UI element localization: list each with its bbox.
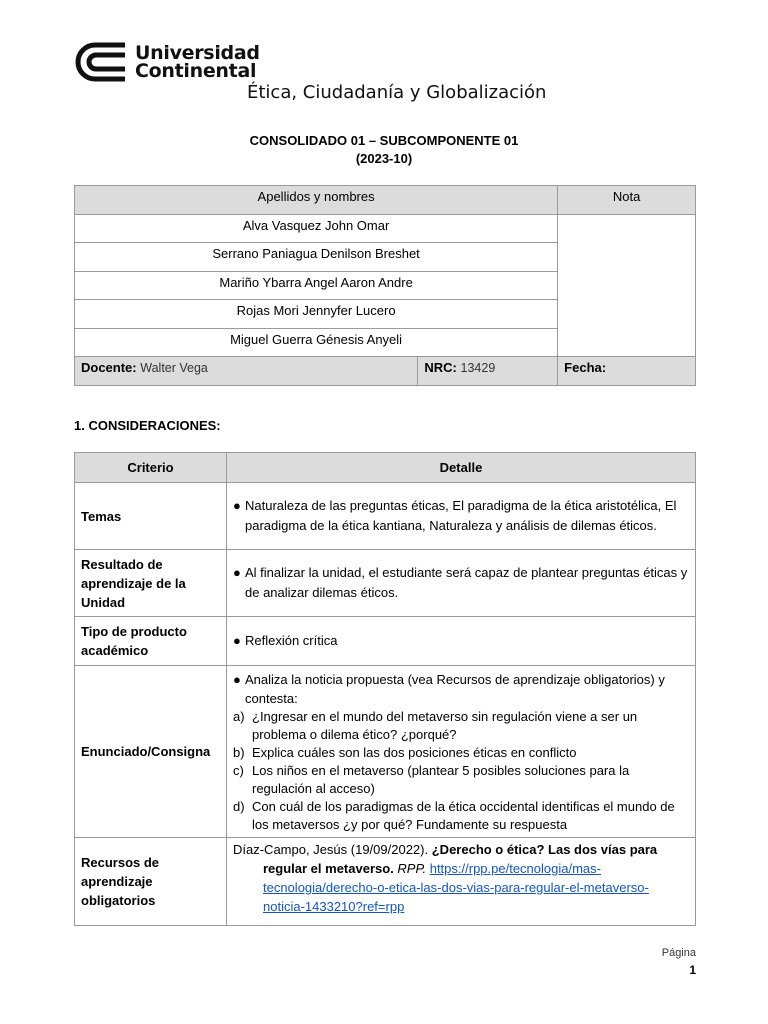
nrc-cell — [418, 357, 558, 386]
bullet-icon: ● — [233, 633, 241, 648]
item-text: Los niños en el metaverso (plantear 5 posibles soluciones para la regulación al acceso) — [252, 762, 630, 796]
temas-label: Temas — [75, 483, 227, 550]
item-letter: c) — [233, 762, 244, 778]
logo-text — [135, 44, 260, 80]
course-title: Ética, Ciudadanía y Globalización — [247, 82, 547, 103]
grade-cell — [558, 214, 696, 357]
header-detalle: Detalle — [227, 453, 696, 483]
recursos-row — [75, 838, 696, 926]
resultado-text: Al finalizar la unidad, el estudiante será capaz de plantear preguntas éticas y de analizar dilemas éticos. — [245, 565, 688, 600]
meta-row — [75, 357, 696, 386]
logo-line-2: Continental — [135, 60, 257, 82]
item-text: ¿Ingresar en el mundo del metaverso sin regulación viene a ser un problema o dilema ético? ¿porqué? — [252, 708, 638, 742]
list-item — [233, 762, 689, 798]
reference — [233, 840, 689, 916]
nrc-label: NRC: — [424, 360, 457, 375]
item-text: Explica cuáles son las dos posiciones éticas en conflicto — [252, 744, 577, 760]
tipo-row — [75, 617, 696, 666]
header-grade: Nota — [558, 186, 696, 215]
list-item — [233, 798, 689, 834]
fecha-cell — [558, 357, 696, 386]
list-item — [233, 708, 689, 744]
student-name: Miguel Guerra Génesis Anyeli — [75, 328, 558, 357]
university-logo — [75, 42, 260, 82]
header-criterio: Criterio — [75, 453, 227, 483]
bullet-icon: ● — [233, 498, 241, 513]
students-table — [74, 185, 696, 386]
enunciado-list — [233, 708, 689, 834]
enunciado-row — [75, 666, 696, 838]
item-letter: d) — [233, 798, 245, 814]
ref-title: ¿Derecho o ética? Las dos vías para regular el metaverso. — [263, 842, 658, 876]
temas-detail — [227, 483, 696, 550]
docente-cell — [75, 357, 418, 386]
header-names: Apellidos y nombres — [75, 186, 558, 215]
student-name: Mariño Ybarra Angel Aaron Andre — [75, 271, 558, 300]
recursos-detail — [227, 838, 696, 926]
enunciado-intro: Analiza la noticia propuesta (vea Recursos de aprendizaje obligatorios) y contesta: — [245, 671, 665, 706]
resultado-detail — [227, 550, 696, 617]
item-letter: a) — [233, 708, 245, 724]
students-header-row — [75, 186, 696, 215]
tipo-detail — [227, 617, 696, 666]
tipo-label: Tipo de producto académico — [75, 617, 227, 666]
student-row — [75, 214, 696, 243]
resultado-label: Resultado de aprendizaje de la Unidad — [75, 550, 227, 617]
enunciado-label: Enunciado/Consigna — [75, 666, 227, 838]
page-label: Página — [661, 947, 696, 959]
section-title: 1. CONSIDERACIONES: — [74, 418, 221, 433]
student-name: Alva Vasquez John Omar — [75, 214, 558, 243]
list-item — [233, 744, 689, 762]
ref-author: Díaz-Campo, Jesús (19/09/2022). — [233, 842, 429, 857]
student-name: Rojas Mori Jennyfer Lucero — [75, 300, 558, 329]
item-text: Con cuál de los paradigmas de la ética occidental identificas el mundo de los metaversos ¿y por qué? Fundamente su respuesta — [252, 798, 675, 832]
item-letter: b) — [233, 744, 245, 760]
enunciado-detail — [227, 666, 696, 838]
continental-logo-icon — [75, 42, 127, 82]
ref-link[interactable]: https://rpp.pe/tecnologia/mas-tecnologia/derecho-o-etica-las-dos-vias-para-regular-el-metaverso-noticia-1433210?ref=rpp — [263, 861, 649, 914]
student-name: Serrano Paniagua Denilson Breshet — [75, 243, 558, 272]
document-period: (2023-10) — [355, 151, 413, 166]
criteria-table — [74, 452, 696, 926]
nrc-value: 13429 — [460, 361, 496, 375]
logo-line-1: Universidad — [135, 42, 260, 64]
ref-source: RPP. — [397, 861, 427, 876]
fecha-label: Fecha: — [564, 360, 607, 375]
tipo-text: Reflexión crítica — [245, 633, 338, 648]
temas-row — [75, 483, 696, 550]
recursos-label: Recursos de aprendizaje obligatorios — [75, 838, 227, 926]
resultado-row — [75, 550, 696, 617]
temas-text: Naturaleza de las preguntas éticas, El paradigma de la ética aristotélica, El paradigma de la ética kantiana, Naturaleza y análisis de dilemas éticos. — [245, 498, 677, 533]
docente-value: Walter Vega — [140, 361, 208, 375]
bullet-icon: ● — [233, 565, 241, 580]
page-number: 1 — [689, 963, 696, 977]
criteria-header-row — [75, 453, 696, 483]
bullet-icon: ● — [233, 671, 241, 687]
document-title: CONSOLIDADO 01 – SUBCOMPONENTE 01 — [249, 133, 519, 148]
docente-label: Docente: — [81, 360, 137, 375]
